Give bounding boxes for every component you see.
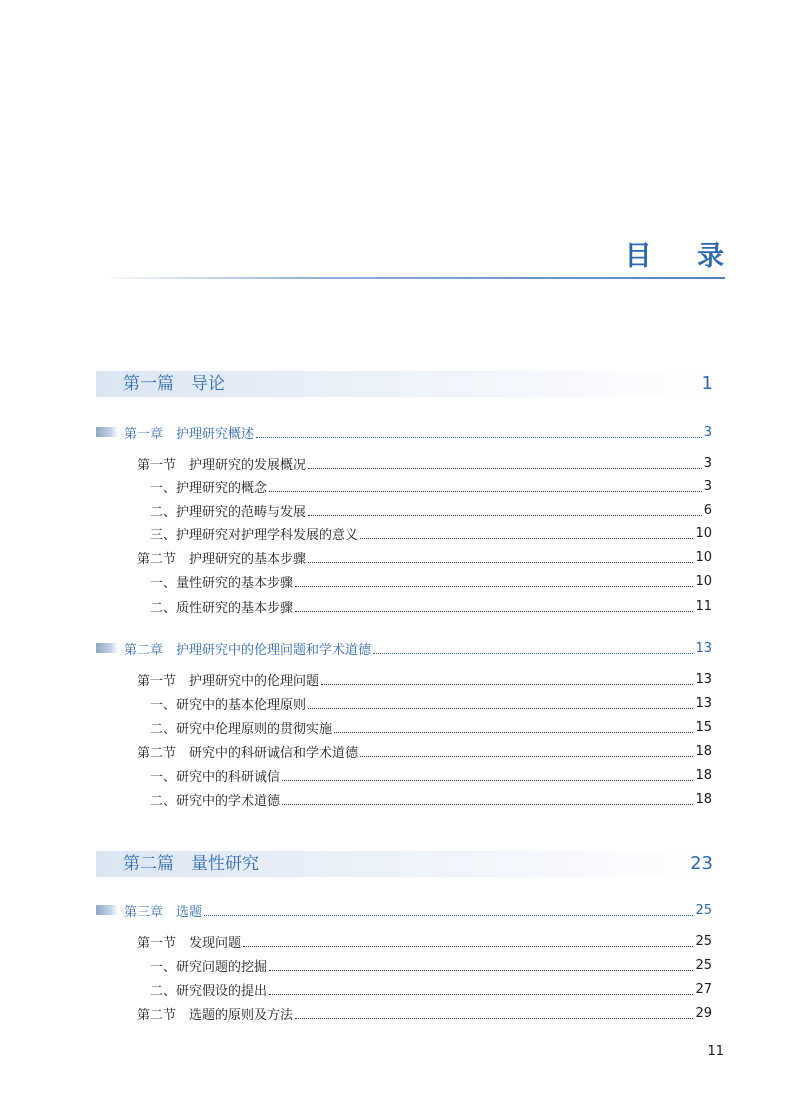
entry-page: 6 [703, 502, 712, 518]
leader-dots [243, 946, 693, 947]
entry-title: 二、研究中伦理原则的贯彻实施 [150, 721, 333, 737]
leader-dots [360, 756, 693, 757]
entry-page: 3 [703, 455, 712, 471]
leader-dots [334, 732, 693, 733]
leader-dots [269, 994, 693, 995]
leader-dots [308, 468, 702, 469]
entry-page: 27 [695, 981, 712, 997]
entry-page: 3 [703, 478, 712, 494]
leader-dots [269, 970, 693, 971]
entry-page: 25 [695, 957, 712, 973]
subsection-entry[interactable] [150, 978, 712, 1000]
entry-page: 15 [695, 719, 712, 735]
entry-page: 10 [695, 525, 712, 541]
entry-title: 第一节 发现问题 [137, 935, 242, 951]
entry-title: 一、量性研究的基本步骤 [150, 575, 294, 591]
entry-title: 第二节 选题的原则及方法 [137, 1007, 294, 1023]
leader-dots [295, 1018, 693, 1019]
chapter-title: 第一章 护理研究概述 [124, 426, 255, 442]
entry-title: 第一节 护理研究中的伦理问题 [137, 673, 320, 689]
entry-title: 第二节 护理研究的基本步骤 [137, 551, 307, 567]
part-title: 第二篇 量性研究 [123, 854, 259, 874]
section-entry[interactable] [137, 668, 712, 690]
chapter-title: 第二章 护理研究中的伦理问题和学术道德 [124, 642, 372, 658]
part-page: 23 [690, 853, 713, 874]
leader-dots [269, 491, 702, 492]
entry-title: 二、研究中的学术道德 [150, 793, 281, 809]
part-title: 第一篇 导论 [123, 374, 225, 394]
leader-dots [204, 915, 693, 916]
section-entry[interactable] [137, 1002, 712, 1024]
leader-dots [282, 780, 693, 781]
section-entry[interactable] [137, 740, 712, 762]
entry-page: 11 [695, 598, 712, 614]
leader-dots [321, 684, 693, 685]
chapter-marker-icon [96, 427, 118, 437]
leader-dots [308, 708, 693, 709]
leader-dots [295, 611, 693, 612]
entry-page: 29 [695, 1005, 712, 1021]
chapter-title: 第三章 选题 [124, 904, 203, 920]
subsection-entry[interactable] [150, 499, 712, 521]
entry-title: 二、研究假设的提出 [150, 983, 268, 999]
entry-page: 13 [695, 671, 712, 687]
entry-page: 10 [695, 573, 712, 589]
subsection-entry[interactable] [150, 788, 712, 810]
section-entry[interactable] [137, 452, 712, 474]
entry-title: 二、护理研究的范畴与发展 [150, 504, 307, 520]
subsection-entry[interactable] [150, 692, 712, 714]
leader-dots [282, 804, 693, 805]
entry-title: 一、研究中的科研诚信 [150, 769, 281, 785]
entry-title: 一、研究中的基本伦理原则 [150, 697, 307, 713]
page-number: 11 [707, 1044, 724, 1059]
subsection-entry[interactable] [150, 954, 712, 976]
entry-title: 第一节 护理研究的发展概况 [137, 457, 307, 473]
chapter-entry[interactable] [96, 899, 712, 921]
entry-page: 18 [695, 791, 712, 807]
subsection-entry[interactable] [150, 475, 712, 497]
entry-page: 25 [695, 933, 712, 949]
chapter-entry[interactable] [96, 421, 712, 443]
leader-dots [308, 562, 693, 563]
leader-dots [373, 653, 693, 654]
leader-dots [256, 437, 702, 438]
entry-title: 三、护理研究对护理学科发展的意义 [150, 527, 359, 543]
leader-dots [308, 515, 702, 516]
chapter-entry[interactable] [96, 637, 712, 659]
part-page: 1 [701, 373, 713, 394]
subsection-entry[interactable] [150, 570, 712, 592]
subsection-entry[interactable] [150, 595, 712, 617]
entry-title: 一、研究问题的挖掘 [150, 959, 268, 975]
subsection-entry[interactable] [150, 764, 712, 786]
chapter-page: 13 [695, 640, 712, 656]
section-entry[interactable] [137, 546, 712, 568]
leader-dots [295, 586, 693, 587]
entry-title: 第二节 研究中的科研诚信和学术道德 [137, 745, 359, 761]
subsection-entry[interactable] [150, 716, 712, 738]
leader-dots [360, 538, 693, 539]
entry-page: 10 [695, 549, 712, 565]
entry-page: 13 [695, 695, 712, 711]
entry-title: 一、护理研究的概念 [150, 480, 268, 496]
chapter-page: 25 [695, 902, 712, 918]
chapter-marker-icon [96, 643, 118, 653]
entry-page: 18 [695, 767, 712, 783]
entry-page: 18 [695, 743, 712, 759]
part-heading[interactable] [96, 371, 725, 397]
part-heading[interactable] [96, 851, 725, 877]
chapter-page: 3 [703, 424, 712, 440]
subsection-entry[interactable] [150, 522, 712, 544]
chapter-marker-icon [96, 905, 118, 915]
page-title: 目 录 [624, 241, 742, 272]
section-entry[interactable] [137, 930, 712, 952]
entry-title: 二、质性研究的基本步骤 [150, 600, 294, 616]
